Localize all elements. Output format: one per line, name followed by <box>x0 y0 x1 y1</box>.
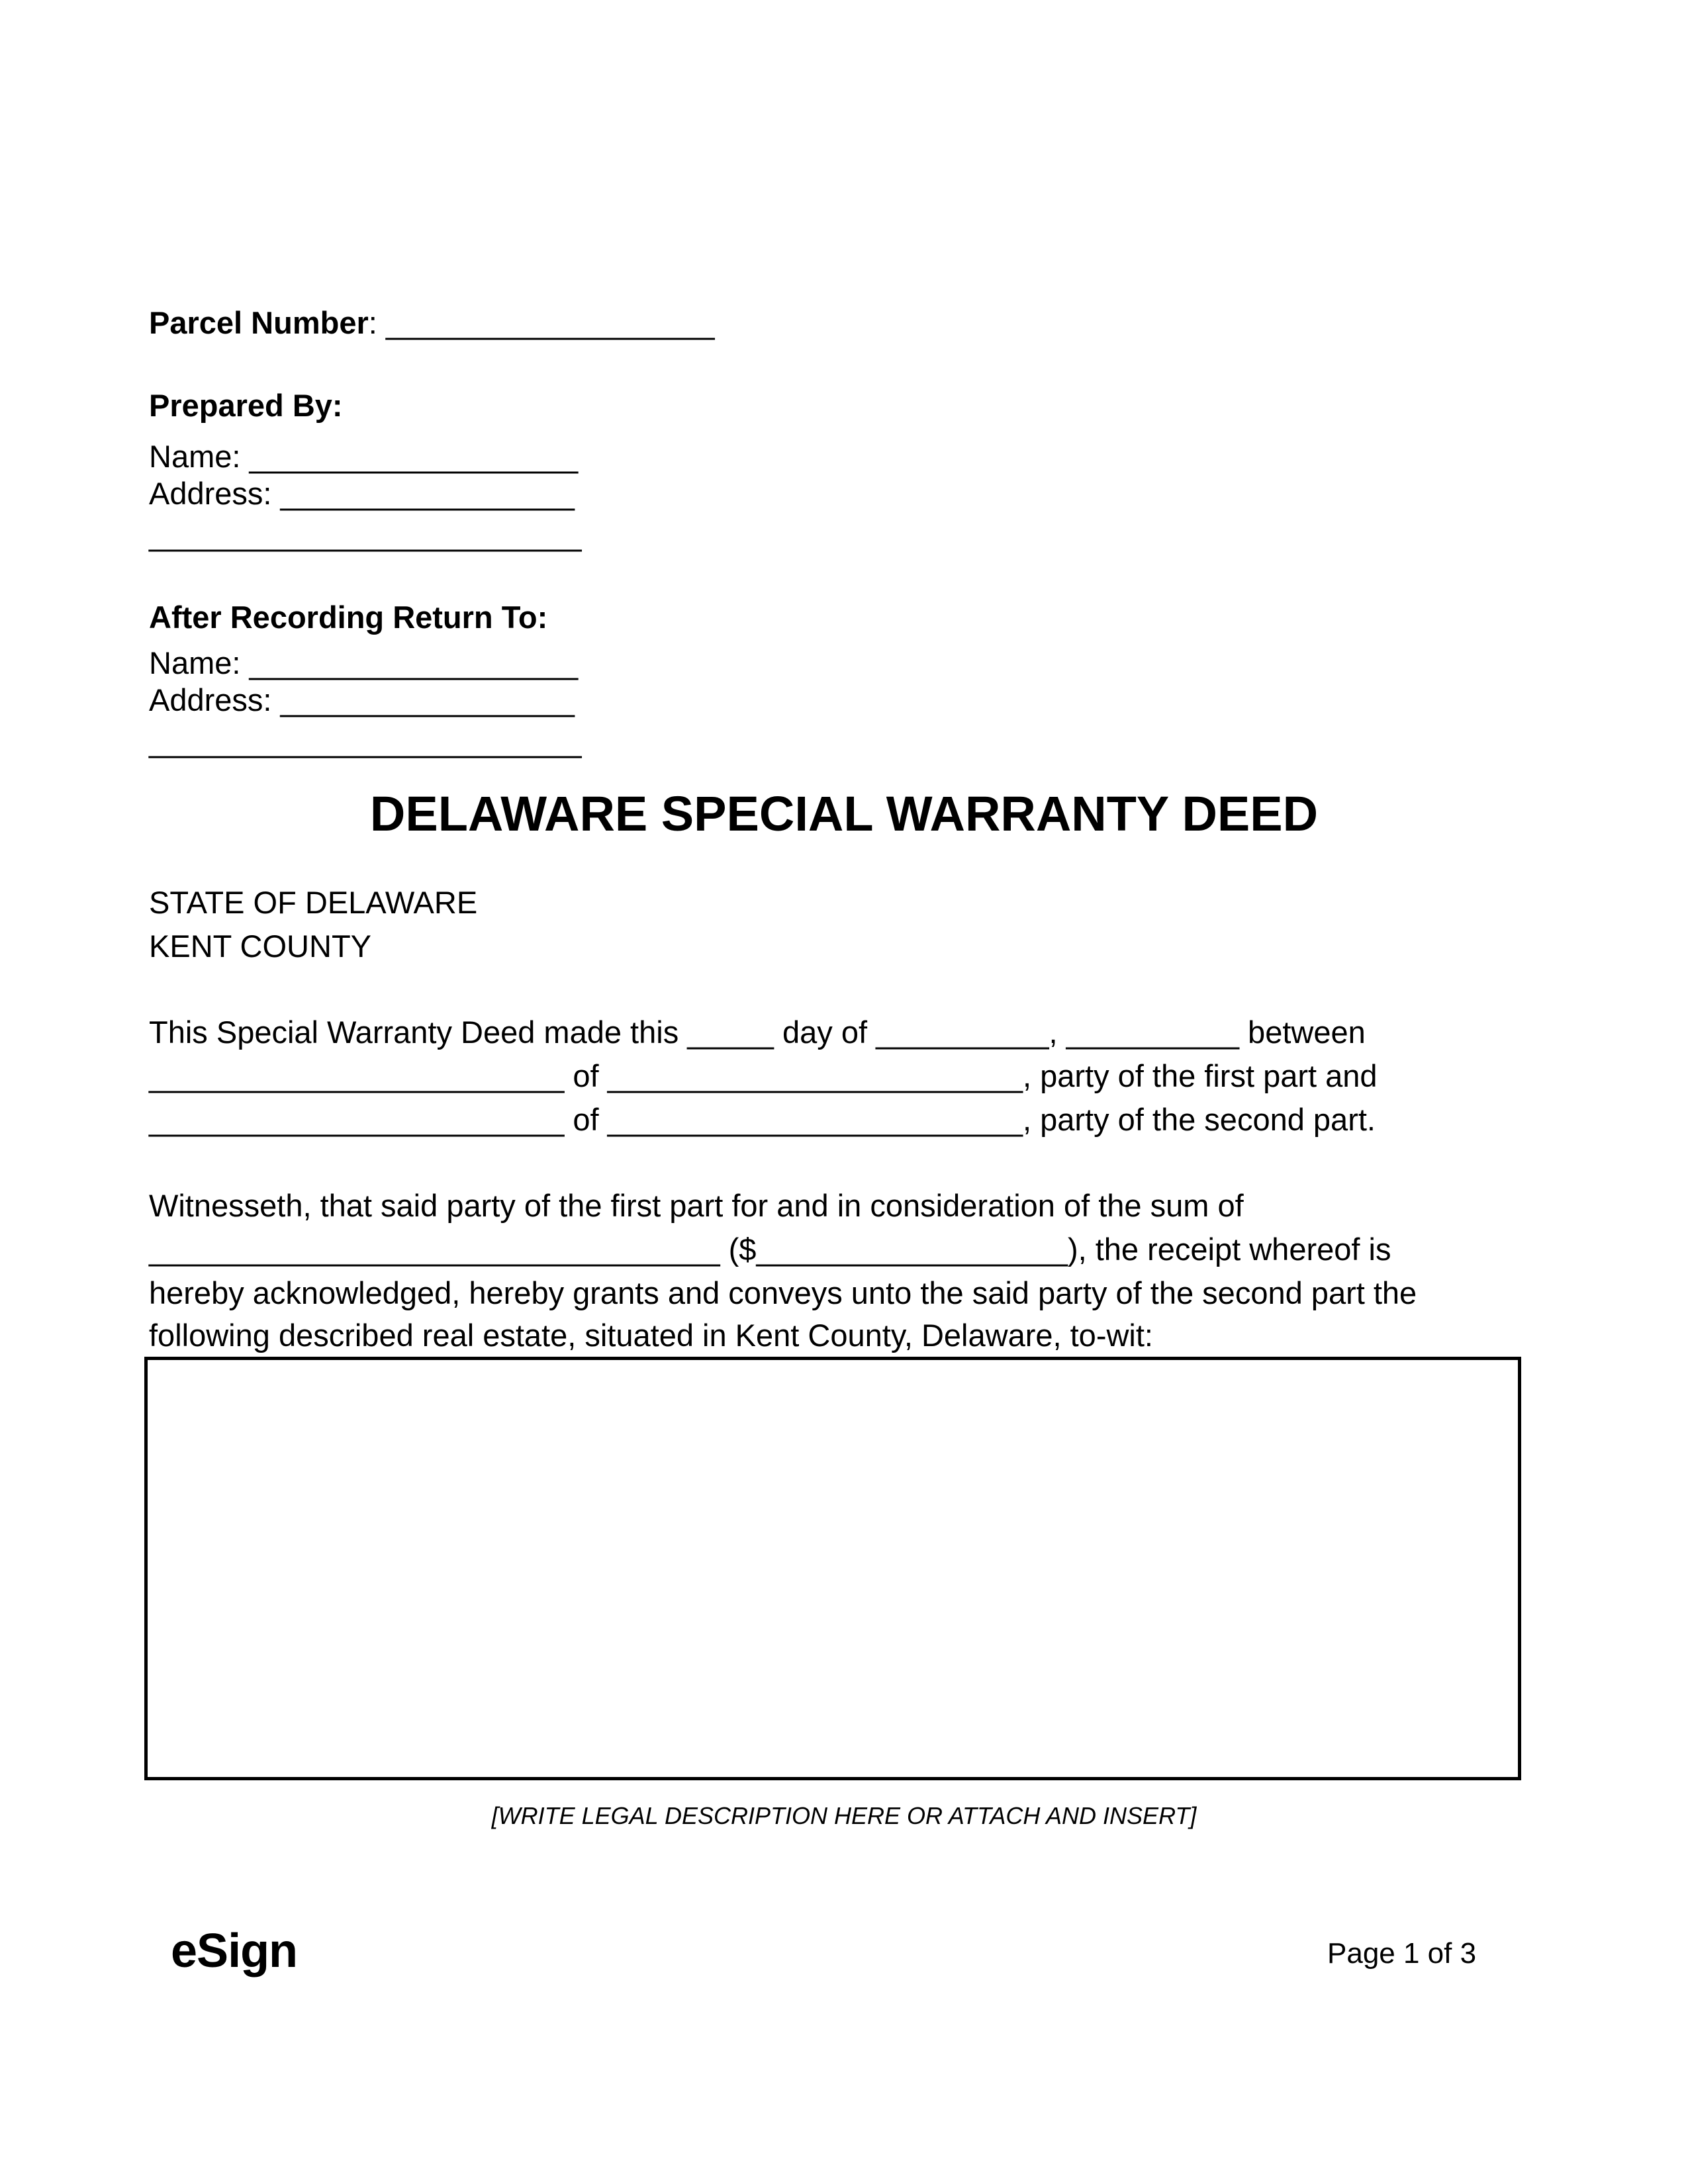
deed-parties-line-1: This Special Warranty Deed made this _____ day of __________, __________ between <box>149 1015 1366 1050</box>
document-title: DELAWARE SPECIAL WARRANTY DEED <box>369 786 1319 841</box>
return-to-address-line2-field[interactable]: _________________________ <box>149 723 582 758</box>
consideration-line-4: following described real estate, situated in Kent County, Delaware, to-wit: <box>149 1318 1153 1353</box>
prepared-by-name-field[interactable]: Name: ___________________ <box>149 439 579 474</box>
return-to-address-field[interactable]: Address: _________________ <box>149 682 575 717</box>
consideration-line-3: hereby acknowledged, hereby grants and conveys unto the said party of the second part the <box>149 1275 1417 1310</box>
prepared-by-address-field[interactable]: Address: _________________ <box>149 476 575 511</box>
legal-description-box[interactable] <box>144 1357 1521 1780</box>
legal-description-caption: [WRITE LEGAL DESCRIPTION HERE OR ATTACH AND INSERT] <box>491 1802 1197 1829</box>
parcel-number-line <box>149 304 715 341</box>
esign-logo: eSign <box>171 1925 298 1978</box>
parcel-number-field[interactable]: : ___________________ <box>368 305 715 340</box>
county-line: KENT COUNTY <box>149 929 371 964</box>
consideration-line-2: _________________________________ ($__________________), the receipt whereof is <box>149 1232 1391 1267</box>
page-number: Page 1 of 3 <box>1327 1937 1477 1970</box>
parcel-number-label: Parcel Number <box>149 305 369 340</box>
return-to-heading: After Recording Return To: <box>149 600 548 635</box>
consideration-line-1: Witnesseth, that said party of the first part for and in consideration of the sum of <box>149 1188 1244 1223</box>
deed-parties-line-3: ________________________ of ________________________, party of the second part. <box>149 1102 1376 1137</box>
prepared-by-heading: Prepared By: <box>149 388 343 423</box>
deed-parties-line-2: ________________________ of ________________________, party of the first part and <box>149 1058 1378 1093</box>
return-to-name-field[interactable]: Name: ___________________ <box>149 645 579 680</box>
state-line: STATE OF DELAWARE <box>149 885 478 920</box>
prepared-by-address-line2-field[interactable]: _________________________ <box>149 517 582 552</box>
